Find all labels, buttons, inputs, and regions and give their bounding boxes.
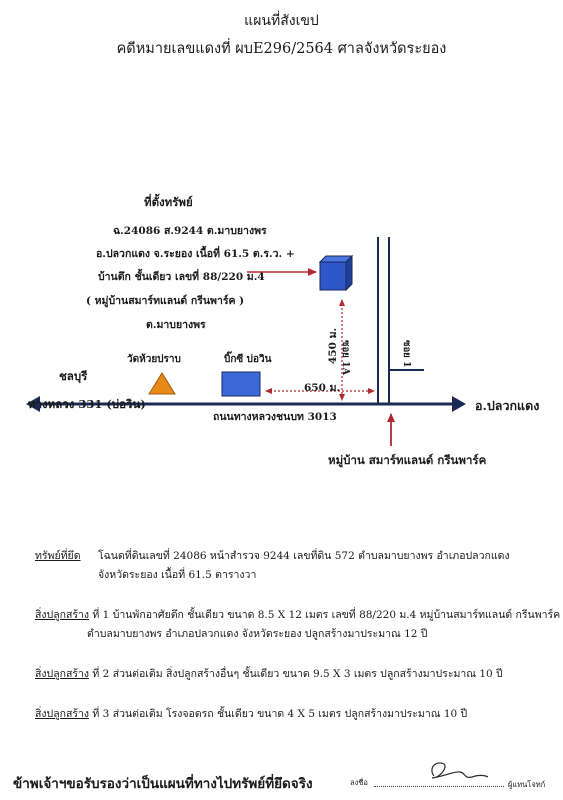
temple-label: วัดห้วยปราบ bbox=[127, 354, 181, 365]
temple-marker bbox=[149, 373, 175, 394]
building-3-label: สิ่งปลูกสร้าง bbox=[35, 708, 90, 720]
bigc-building bbox=[222, 372, 260, 396]
east-arrowhead bbox=[452, 396, 466, 412]
soi-1-label: ซอย 1 bbox=[401, 340, 412, 368]
location-line-1: ฉ.24086 ส.9244 ต.มาบยางพร bbox=[113, 225, 267, 237]
location-line-5: ต.มาบยางพร bbox=[146, 319, 206, 331]
case-subtitle: คดีหมายเลขแดงที่ ผบE296/2564 ศาลจังหวัดระยอง bbox=[116, 41, 447, 57]
location-line-3: บ้านตึก ชั้นเดียว เลขที่ 88/220 ม.4 bbox=[98, 271, 265, 283]
distance-450-label: 450 ม. bbox=[327, 327, 339, 364]
building-2-line: ที่ 2 ส่วนต่อเติม สิ่งปลูกสร้างอื่นๆ ชั้นเดียว ขนาด 9.5 X 3 เมตร ปลูกสร้างมาประมาณ 10 ปี bbox=[89, 668, 503, 680]
building-1-line-1: ที่ 1 บ้านพักอาศัยตึก ชั้นเดียว ขนาด 8.5 X 12 เมตร เลขที่ 88/220 ม.4 หมู่บ้านสมาร์ทแลนด์ กรีนพาร์ค bbox=[89, 609, 561, 621]
west-direction-label: ชลบุรี bbox=[59, 369, 88, 383]
signer-role: ผู้แทนโจทก์ bbox=[508, 780, 546, 789]
soi-1a-label: ซอย 1A bbox=[340, 340, 351, 376]
building-3-line: ที่ 3 ส่วนต่อเติม โรงจอดรถ ชั้นเดียว ขนาด 4 X 5 เมตร ปลูกสร้างมาประมาณ 10 ปี bbox=[89, 708, 468, 720]
east-direction-label: อ.ปลวกแดง bbox=[475, 398, 540, 413]
main-road-label: ถนนทางหลวงชนบท 3013 bbox=[213, 411, 337, 423]
west-road-label: ทางหลวง 331 (บ่อวิน) bbox=[28, 397, 146, 411]
location-line-4: ( หมู่บ้านสมาร์ทแลนด์ กรีนพาร์ค ) bbox=[86, 295, 245, 307]
target-house-side bbox=[346, 256, 352, 290]
land-line-2: จังหวัดระยอง เนื้อที่ 61.5 ตารางวา bbox=[98, 569, 257, 581]
location-line-2: อ.ปลวกแดง จ.ระยอง เนื้อที่ 61.5 ต.ร.ว. + bbox=[96, 248, 295, 260]
building-1-label: สิ่งปลูกสร้าง bbox=[35, 609, 90, 621]
building-2-label: สิ่งปลูกสร้าง bbox=[35, 668, 90, 680]
building-1-line-2: ตำบลมาบยางพร อำเภอปลวกแดง จังหวัดระยอง ปลูกสร้างมาประมาณ 12 ปี bbox=[87, 628, 428, 640]
signature-line bbox=[374, 786, 504, 787]
page-title: แผนที่สังเขป bbox=[244, 13, 319, 29]
signature-label: ลงชื่อ bbox=[350, 778, 368, 787]
location-heading: ที่ตั้งทรัพย์ bbox=[144, 195, 193, 209]
bigc-label: บิ๊กซี บ่อวิน bbox=[224, 354, 272, 365]
certification-text: ข้าพเจ้าฯขอรับรองว่าเป็นแผนที่ทางไปทรัพย์ที่ยึดจริง bbox=[13, 776, 313, 792]
distance-650-label: 650 ม. bbox=[304, 382, 341, 394]
village-label: หมู่บ้าน สมาร์ทแลนด์ กรีนพาร์ค bbox=[328, 453, 487, 467]
target-house-front bbox=[320, 262, 346, 290]
land-label: ทรัพย์ที่ยึด bbox=[35, 550, 81, 562]
land-line-1: โฉนดที่ดินเลขที่ 24086 หน้าสำรวจ 9244 เลขที่ดิน 572 ตำบลมาบยางพร อำเภอปลวกแดง bbox=[98, 550, 510, 562]
